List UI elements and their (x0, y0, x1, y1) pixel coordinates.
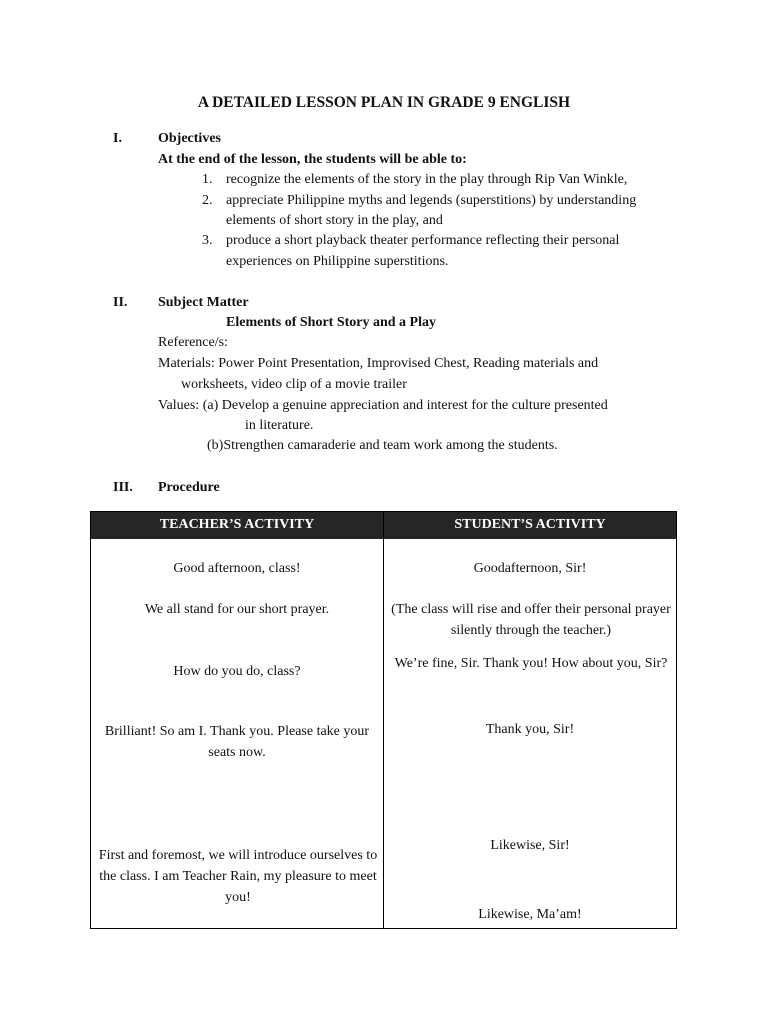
header-teachers-activity: TEACHER’S ACTIVITY (159, 517, 315, 532)
teacher-line-4: Brilliant! So am I. Thank you. Please take your seats now. (104, 724, 370, 760)
section-numeral-objectives: I. (113, 131, 122, 146)
section-numeral-subject-matter: II. (113, 295, 128, 310)
materials-line-1: Materials: Power Point Presentation, Improvised Chest, Reading materials and (158, 356, 599, 371)
objective-item-2-line-1: appreciate Philippine myths and legends (superstitions) by understanding (226, 193, 637, 208)
teacher-line-3: How do you do, class? (173, 664, 301, 679)
teacher-line-2: We all stand for our short prayer. (144, 602, 330, 617)
values-line-2: in literature. (245, 418, 314, 433)
subject-matter-topic: Elements of Short Story and a Play (226, 315, 436, 330)
objective-number-3: 3. (202, 233, 213, 248)
objectives-heading: Objectives (158, 131, 221, 146)
subject-matter-heading: Subject Matter (158, 295, 249, 310)
objective-item-1-line-1: recognize the elements of the story in the play through Rip Van Winkle, (226, 172, 628, 187)
objective-item-2-line-2: elements of short story in the play, and (226, 213, 443, 228)
procedure-heading: Procedure (158, 480, 220, 495)
student-line-5: Likewise, Sir! (490, 838, 570, 853)
student-line-3: We’re fine, Sir. Thank you! How about you, Sir? (394, 656, 668, 671)
student-line-2: (The class will rise and offer their personal prayer silently through the teacher.) (391, 602, 671, 638)
objectives-intro: At the end of the lesson, the students will be able to: (158, 152, 467, 167)
teacher-line-1: Good afternoon, class! (173, 561, 301, 576)
student-line-4: Thank you, Sir! (485, 722, 575, 737)
materials-line-2: worksheets, video clip of a movie trailer (181, 377, 407, 392)
activity-table (90, 511, 677, 929)
header-students-activity: STUDENT’S ACTIVITY (454, 517, 606, 532)
objective-item-3-line-1: produce a short playback theater performance reflecting their personal (226, 233, 620, 248)
student-line-1: Goodafternoon, Sir! (473, 561, 587, 576)
reference-line: Reference/s: (158, 335, 228, 350)
objective-item-3-line-2: experiences on Philippine superstitions. (226, 254, 449, 269)
teacher-line-5: First and foremost, we will introduce ourselves to the class. I am Teacher Rain, my pleasure to meet you! (98, 848, 378, 905)
values-line-3: (b)Strengthen camaraderie and team work among the students. (207, 438, 558, 453)
student-line-6: Likewise, Ma’am! (478, 907, 582, 922)
section-numeral-procedure: III. (113, 480, 133, 495)
objective-number-2: 2. (202, 193, 213, 208)
column-divider (383, 512, 384, 928)
values-line-1: Values: (a) Develop a genuine appreciation and interest for the culture presented (158, 398, 608, 413)
document-title: A DETAILED LESSON PLAN IN GRADE 9 ENGLISH (197, 94, 571, 111)
objective-number-1: 1. (202, 172, 213, 187)
